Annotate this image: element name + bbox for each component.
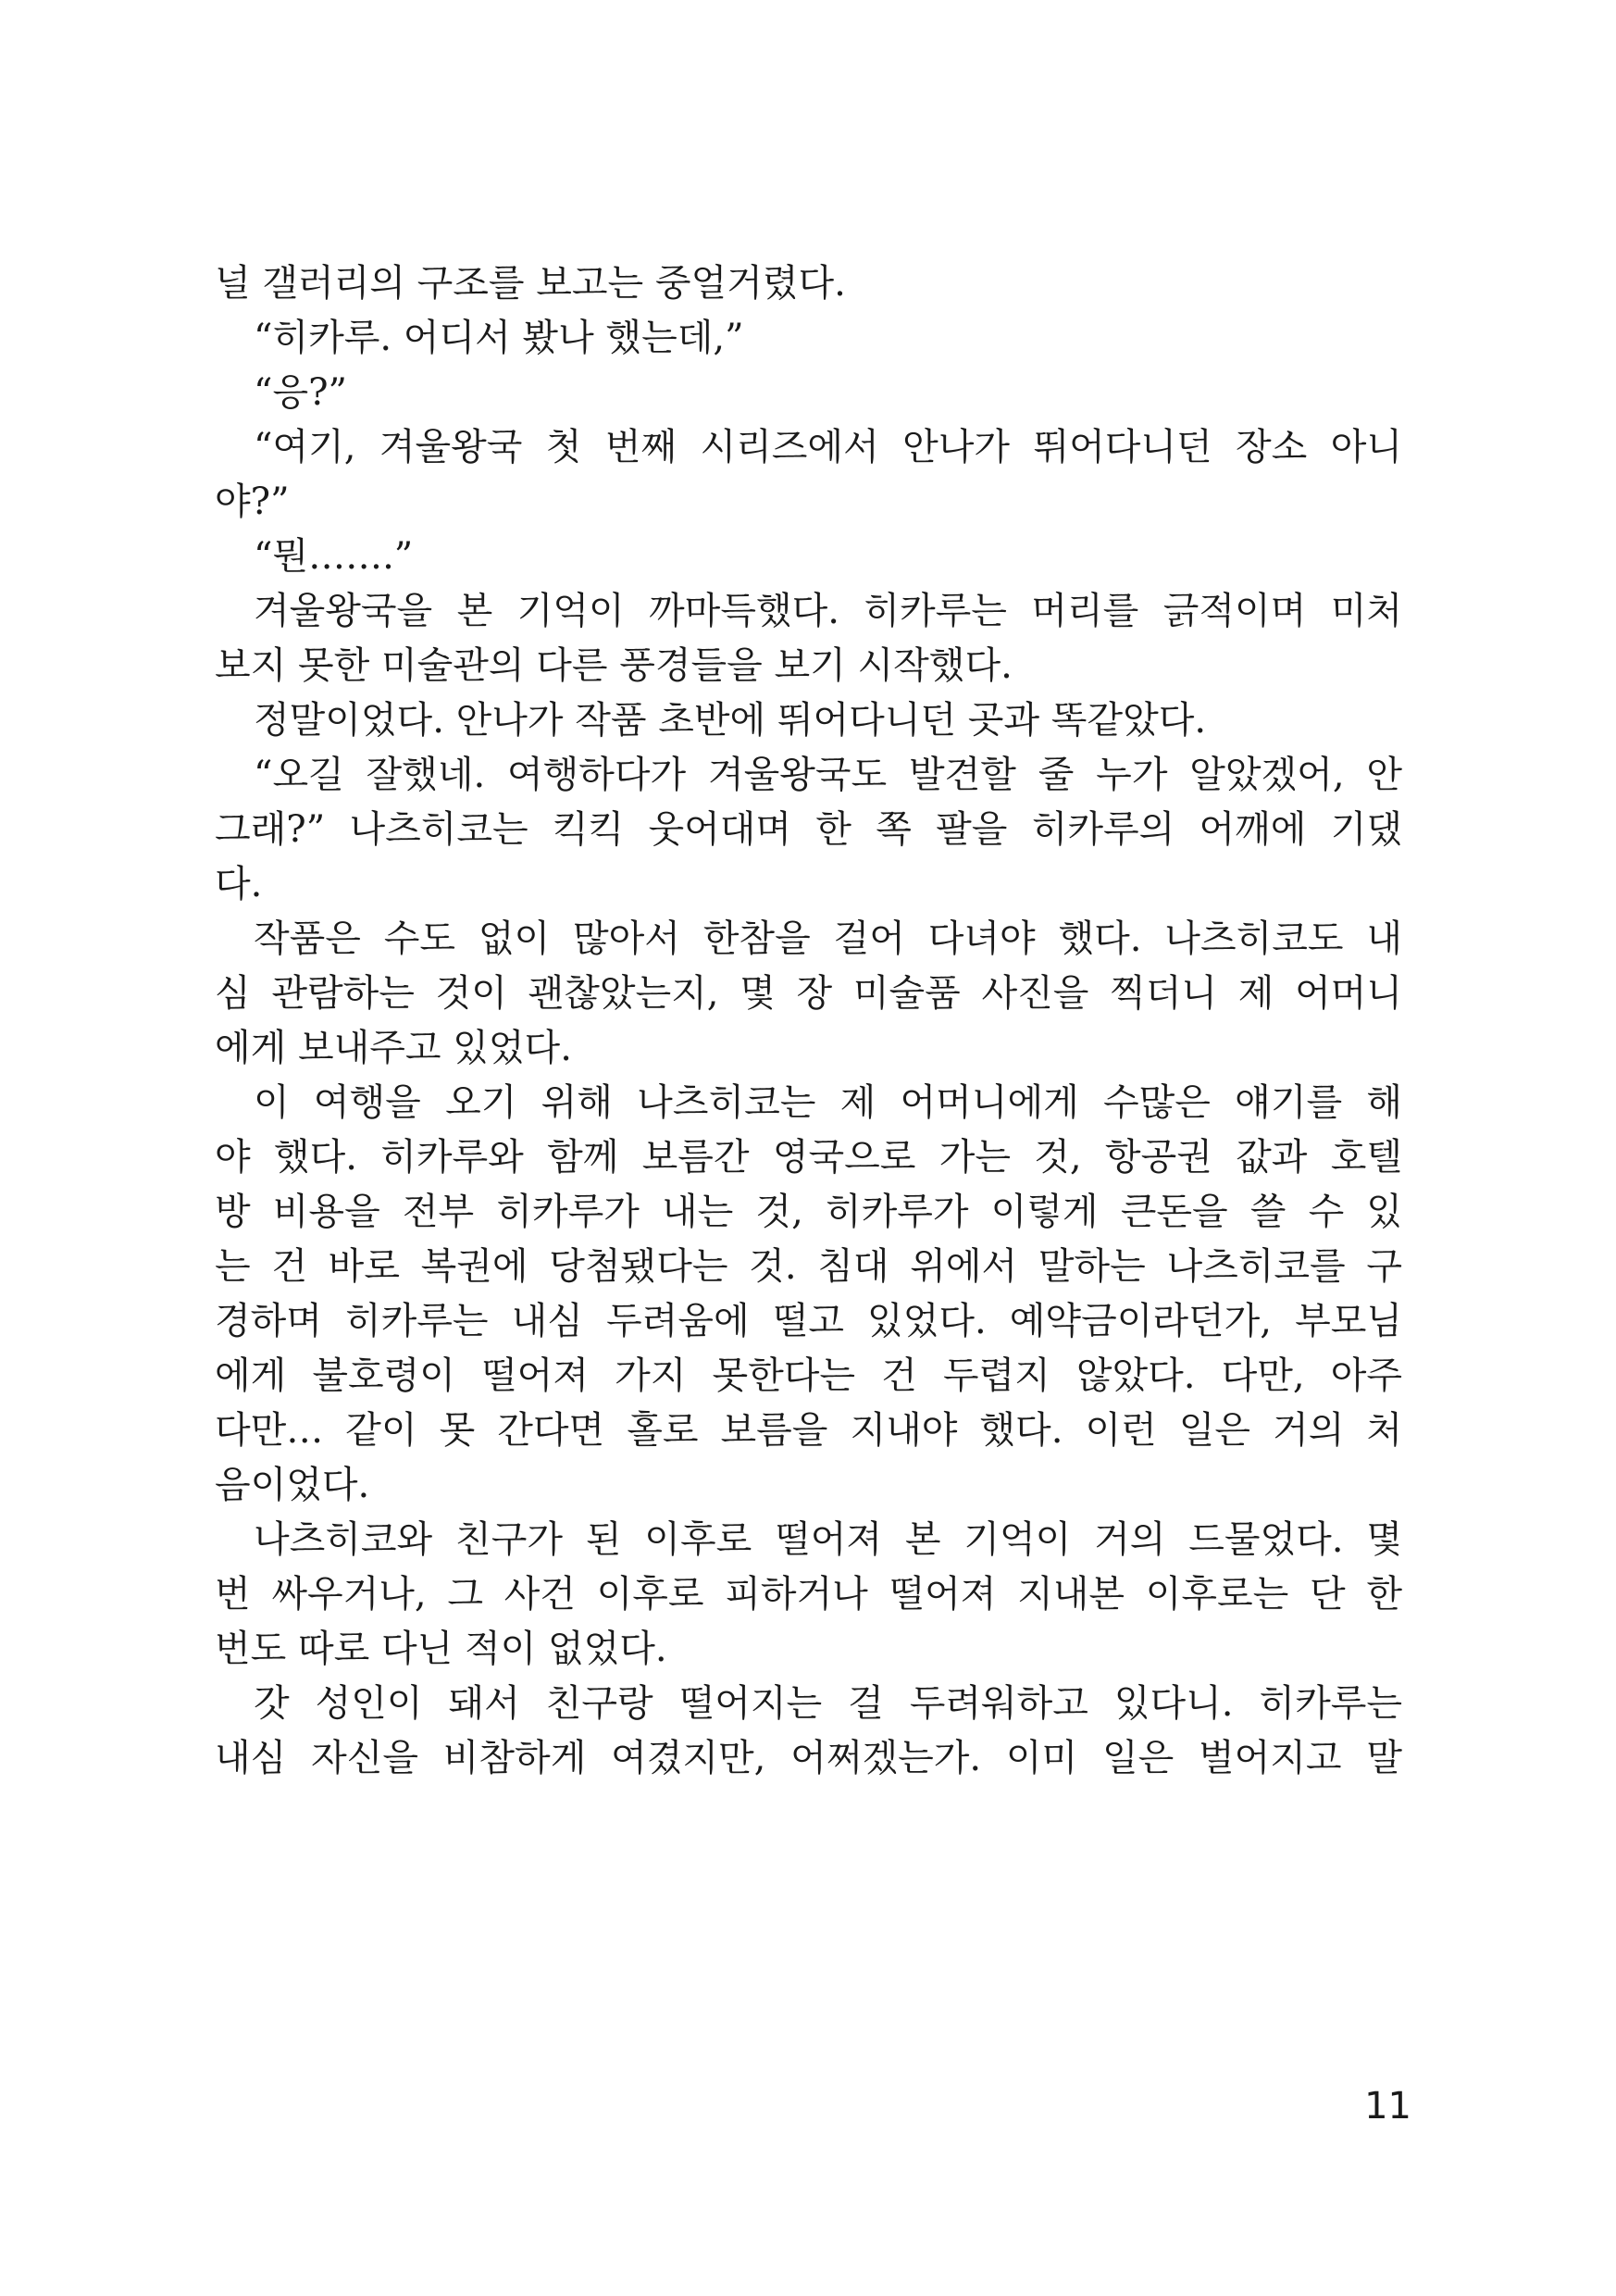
- text-line: 정말이었다. 안나가 작품 초반에 뛰어다니던 곳과 똑같았다.: [254, 699, 1207, 742]
- text-line: 방 비용을 전부 히카루가 내는 것, 히카루가 이렇게 큰돈을 쓸 수 있: [215, 1191, 1402, 1233]
- text-line: “응?”: [254, 371, 347, 414]
- paragraph: [215, 912, 1402, 1076]
- text-line: 겨울왕국을 본 기억이 까마득했다. 히카루는 머리를 긁적이며 미처: [254, 590, 1402, 632]
- paragraph: [215, 584, 1402, 693]
- text-line: 경하며 히카루는 내심 두려움에 떨고 있었다. 예약금이라던가, 부모님: [215, 1300, 1402, 1342]
- text-line: 에게 불호령이 떨어져 가지 못한다는 건 두렵지 않았다. 다만, 아주: [215, 1354, 1402, 1397]
- text-line: 다.: [215, 863, 263, 905]
- page-number: 11: [1364, 2085, 1411, 2128]
- text-line: 야 했다. 히카루와 함께 보름간 영국으로 가는 것, 항공권 값과 호텔: [215, 1136, 1402, 1179]
- text-line: 번 싸우거나, 그 사건 이후로 피하거나 떨어져 지내본 이후로는 단 한: [215, 1573, 1402, 1616]
- text-line: 다만… 같이 못 간다면 홀로 보름을 지내야 했다. 이런 일은 거의 처: [215, 1409, 1402, 1452]
- body-text: [215, 256, 1402, 1786]
- paragraph: [215, 366, 1402, 420]
- text-line: 심 관람하는 것이 괜찮았는지, 몇 장 미술품 사진을 찍더니 제 어머니: [215, 972, 1402, 1015]
- text-line: “히카루. 어디서 봤나 했는데,”: [254, 317, 744, 359]
- text-line: 그래?” 나츠히코는 킥킥 웃어대며 한 쪽 팔을 히카루의 어깨에 기댔: [215, 808, 1402, 851]
- text-line: 갓 성인이 돼서 친구랑 떨어지는 걸 두려워하고 있다니. 히카루는: [254, 1682, 1402, 1725]
- text-line: 나츠히코와 친구가 된 이후로 떨어져 본 기억이 거의 드물었다. 몇: [254, 1518, 1402, 1561]
- text-line: 널 갤러리의 구조를 보고는 중얼거렸다.: [215, 262, 846, 305]
- paragraph: [215, 1076, 1402, 1513]
- text-line: 이 여행을 오기 위해 나츠히코는 제 어머니에게 수많은 얘기를 해: [254, 1081, 1402, 1124]
- paragraph: [215, 530, 1402, 584]
- paragraph: [215, 256, 1402, 311]
- text-line: “여기, 겨울왕국 첫 번째 시리즈에서 안나가 뛰어다니던 장소 아니: [254, 426, 1402, 468]
- paragraph: [215, 420, 1402, 530]
- text-line: 작품은 수도 없이 많아서 한참을 걸어 다녀야 했다. 나츠히코도 내: [254, 917, 1402, 960]
- text-line: 에게 보내주고 있었다.: [215, 1027, 572, 1069]
- text-line: 번도 따로 다닌 적이 없었다.: [215, 1628, 667, 1670]
- text-line: 내심 자신을 비참하게 여겼지만, 어쩌겠는가. 이미 일은 벌어지고 말: [215, 1737, 1402, 1779]
- text-line: 야?”: [215, 480, 290, 523]
- text-line: 보지 못한 미술관의 다른 풍경들을 보기 시작했다.: [215, 644, 1013, 687]
- paragraph: [215, 1513, 1402, 1677]
- paragraph: [215, 748, 1402, 912]
- paragraph: [215, 311, 1402, 366]
- text-line: “뭔…….”: [254, 535, 414, 578]
- paragraph: [215, 1677, 1402, 1786]
- text-line: 음이었다.: [215, 1464, 370, 1506]
- text-line: 는 건 바로 복권에 당첨됐다는 것. 침대 위에서 말하는 나츠히코를 구: [215, 1245, 1402, 1288]
- text-line: “오길 잘했네. 여행하다가 겨울왕국도 발견할 줄 누가 알았겠어, 안: [254, 754, 1402, 796]
- paragraph: [215, 693, 1402, 748]
